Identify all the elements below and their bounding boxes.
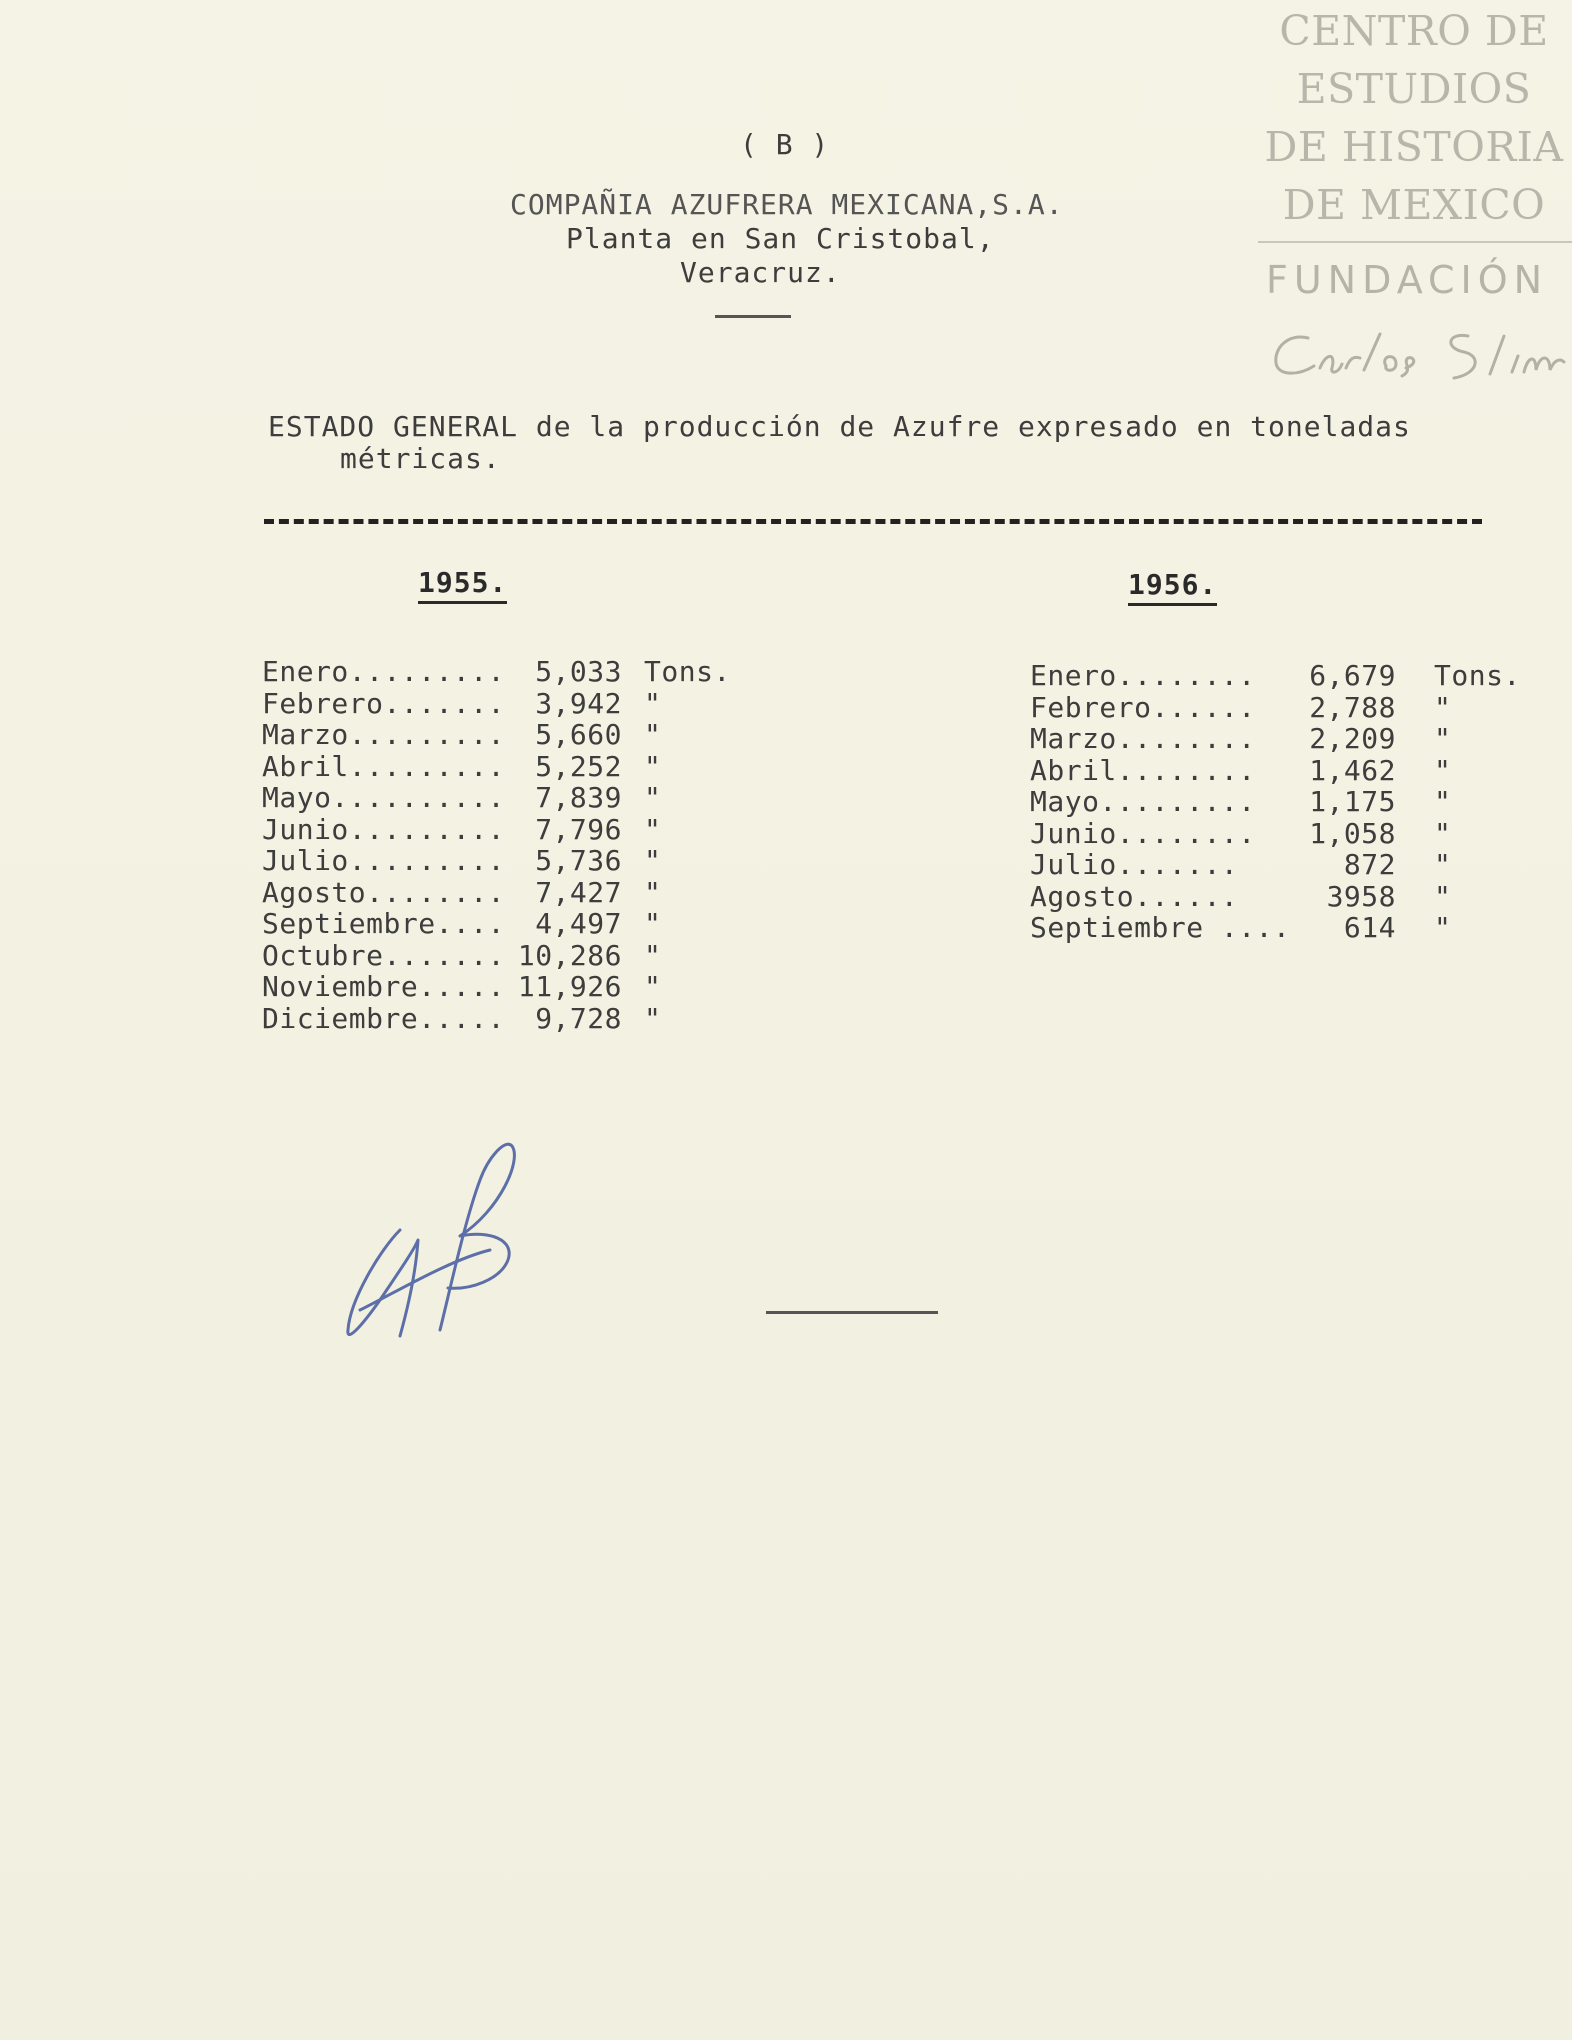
plant-location: Planta en San Cristobal, (566, 222, 995, 255)
list-item (262, 814, 744, 846)
unit-label: " (1434, 690, 1452, 724)
month-label: Noviembre..... (262, 970, 506, 1003)
unit-label: " (644, 844, 662, 877)
tonnage-value: 6,679 (1309, 659, 1396, 692)
list-item (1030, 660, 1534, 692)
description-line: ESTADO GENERAL de la producción de Azufre expresado en toneladas (268, 410, 1411, 443)
section-label: ( B ) (740, 128, 830, 161)
handwritten-signature (340, 1140, 570, 1350)
month-label: Mayo.......... (262, 781, 506, 814)
list-item (262, 688, 744, 720)
list-item (262, 940, 744, 972)
bottom-divider (766, 1311, 938, 1314)
watermark-line: DE MEXICO (1282, 181, 1546, 229)
month-label: Diciembre..... (262, 1001, 506, 1035)
month-label: Abril......... (262, 749, 506, 783)
month-label: Mayo......... (1030, 785, 1256, 818)
unit-label: " (1434, 785, 1452, 818)
tonnage-value: 5,033 (535, 655, 622, 688)
month-label: Septiembre.... (262, 907, 506, 940)
tonnage-value: 614 (1343, 911, 1396, 944)
list-item (262, 877, 744, 909)
unit-label: " (644, 781, 662, 814)
company-name: COMPAÑIA AZUFRERA MEXICANA,S.A. (510, 188, 1064, 221)
list-item (262, 719, 744, 751)
unit-label: " (1434, 911, 1452, 944)
tonnage-value: 10,286 (517, 938, 622, 972)
description-line: métricas. (340, 442, 501, 475)
month-label: Marzo......... (262, 718, 506, 751)
production-list-1955 (262, 656, 744, 1034)
watermark-line: ESTUDIOS (1296, 65, 1532, 113)
month-label: Octubre....... (262, 938, 506, 972)
tonnage-value: 2,209 (1309, 722, 1396, 755)
header-divider (715, 315, 791, 318)
unit-label: " (1434, 816, 1452, 850)
list-item (1030, 786, 1534, 818)
unit-label: Tons. (1434, 659, 1521, 692)
month-label: Marzo........ (1030, 722, 1256, 755)
watermark-line: CENTRO DE (1279, 7, 1549, 55)
year-heading-1955: 1955. (418, 566, 507, 604)
month-label: Agosto........ (262, 875, 506, 909)
list-item (1030, 881, 1534, 913)
unit-label: " (644, 907, 662, 940)
month-label: Abril........ (1030, 753, 1256, 787)
unit-label: " (644, 875, 662, 909)
tonnage-value: 3958 (1326, 879, 1396, 913)
list-item (262, 656, 744, 688)
month-label: Febrero....... (262, 686, 506, 720)
tonnage-value: 11,926 (517, 970, 622, 1003)
list-item (262, 971, 744, 1003)
tonnage-value: 5,660 (535, 718, 622, 751)
unit-label: Tons. (644, 655, 731, 688)
list-item (1030, 849, 1534, 881)
list-item (1030, 755, 1534, 787)
unit-label: " (1434, 753, 1452, 787)
unit-label: " (644, 686, 662, 720)
list-item (262, 782, 744, 814)
list-item (1030, 692, 1534, 724)
tonnage-value: 7,427 (535, 875, 622, 909)
tonnage-value: 5,252 (535, 749, 622, 783)
month-label: Enero......... (262, 655, 506, 688)
watermark (1256, 0, 1572, 234)
list-item (262, 908, 744, 940)
month-label: Junio......... (262, 812, 506, 846)
state-name: Veracruz. (680, 256, 841, 289)
production-list-1956 (1030, 660, 1534, 944)
list-item (1030, 723, 1534, 755)
watermark-foundation: FUNDACIÓN (1266, 258, 1549, 302)
list-item (1030, 912, 1534, 944)
unit-label: " (644, 749, 662, 783)
tonnage-value: 7,796 (535, 812, 622, 846)
unit-label: " (644, 1001, 662, 1035)
month-label: Enero........ (1030, 659, 1256, 692)
month-label: Agosto...... (1030, 879, 1239, 913)
watermark-divider (1258, 241, 1572, 243)
tonnage-value: 9,728 (535, 1001, 622, 1035)
unit-label: " (1434, 848, 1452, 881)
unit-label: " (644, 970, 662, 1003)
tonnage-value: 1,058 (1309, 816, 1396, 850)
month-label: Septiembre .... (1030, 911, 1291, 944)
unit-label: " (644, 718, 662, 751)
year-heading-1956: 1956. (1128, 568, 1217, 606)
list-item (1030, 818, 1534, 850)
month-label: Julio....... (1030, 848, 1239, 881)
month-label: Julio......... (262, 844, 506, 877)
unit-label: " (644, 938, 662, 972)
tonnage-value: 1,462 (1309, 753, 1396, 787)
tonnage-value: 2,788 (1309, 690, 1396, 724)
list-item (262, 1003, 744, 1035)
watermark-line: DE HISTORIA (1264, 123, 1564, 171)
tonnage-value: 3,942 (535, 686, 622, 720)
list-item (262, 845, 744, 877)
unit-label: " (1434, 722, 1452, 755)
tonnage-value: 7,839 (535, 781, 622, 814)
unit-label: " (1434, 879, 1452, 913)
month-label: Junio........ (1030, 816, 1256, 850)
list-item (262, 751, 744, 783)
tonnage-value: 1,175 (1309, 785, 1396, 818)
tonnage-value: 5,736 (535, 844, 622, 877)
tonnage-value: 4,497 (535, 907, 622, 940)
unit-label: " (644, 812, 662, 846)
month-label: Febrero...... (1030, 690, 1256, 724)
watermark-signature-logo (1268, 318, 1568, 388)
tonnage-value: 872 (1343, 848, 1396, 881)
dashed-divider (264, 519, 1482, 524)
